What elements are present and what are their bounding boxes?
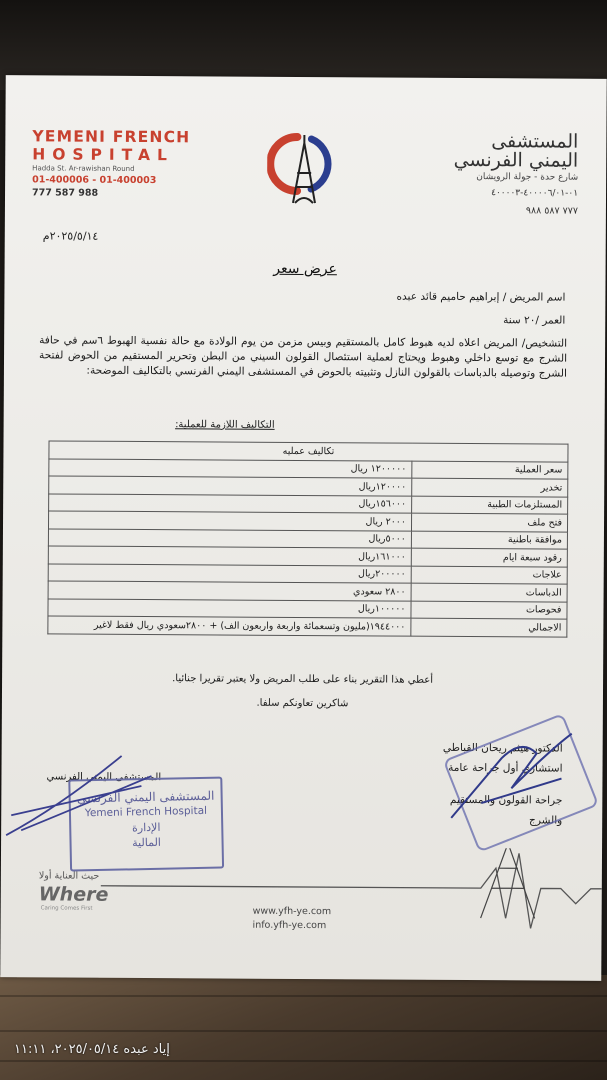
table-row: سعر العملية ١٢٠٠٠٠٠ ريال [49,458,568,479]
thanks-line: شاكرين تعاونكم سلفا. [256,697,349,710]
table-row: علاجات ٢٠٠٠٠٠ريال [48,563,567,584]
photo-timestamp-overlay: إياد عبده ٢٠٢٥/٠٥/١٤، ١١:١١ [14,1042,170,1057]
doctor-title: استشاري أول جراحة عامة [448,761,563,775]
hospital-arabic-mobile: ٧٧٧ ٥٨٧ ٩٨٨ [525,205,578,217]
table-row-total: الاجمالي ١٩٤٤٠٠٠(مليون وتسعمائة واربعة واربعون الف) + ٢٨٠٠سعودي ريال فقط لاغير [48,616,567,637]
table-row: فحوصات ١٠٠٠٠٠ريال [48,598,567,619]
doctor-name: الدكتور هيثم ريحان القباطي [442,741,563,755]
doctor-specialty: جراحة القولون والمستقيم [449,793,563,807]
table-row: رقود سبعة ايام ١٦١٠٠٠ريال [48,546,567,567]
table-row: الدباسات ٢٨٠٠ سعودي [48,581,567,602]
hospital-english-name: YEMENI FRENCH HOSPITAL [32,127,191,165]
hospital-english-mobile: 777 587 988 [32,187,99,199]
price-quote-document [0,75,606,981]
hospital-english-address: Hadda St. Ar-rawishan Round [32,164,135,173]
finance-stamp: المستشفى اليمني الفرنسي Yemeni French Hospital الإدارة المالية [68,777,224,872]
doctor-signature-icon [441,718,582,829]
cost-table-header: تكاليف عمليه [49,441,568,462]
table-row: موافقة باطنية ٥٠٠٠ريال [48,528,567,549]
cost-table [47,440,568,637]
background-table-surface [0,975,607,1080]
diagnosis-paragraph: التشخيص/ المريض اعلاه لديه هبوط كامل بالمستقيم وبيس مزمن من يوم الولادة مع حالة نفسية الهبوط ٦سم في حافة الشرج مع توسع داخلي وهبوط ويحتاج لعملية استئصال القولون السيني من البطن وتحرير المستقيم من الحوض لفتحة الشرج وتوصيله بالدباسات بالقولون النازل وتثبيته بالحوض في المستشفى اليمني الفرنسي بالتكاليف الموضحة: [39,334,568,380]
where-subtitle: Caring Comes First [40,905,93,912]
table-row: المستلزمات الطبية ١٥٦٠٠٠ريال [49,493,568,514]
document-date: ٢٠٢٥/٥/١٤م [42,229,99,243]
email-link: info.yfh-ye.com [252,919,327,932]
hospital-logo-icon [267,129,339,209]
where-logo: Where [38,883,109,906]
patient-name: اسم المريض / إبراهيم حاميم قائد عبده [396,290,566,304]
hospital-arabic-address: شارع حدة - جولة الرويشان [476,172,579,183]
report-note: أعطي هذا التقرير بناء على طلب المريض ولا يعتبر تقريرا جنائيا. [172,673,434,686]
doctor-specialty-2: والشرج [529,814,563,827]
table-row: تخدير ١٢٠٠٠٠ريال [49,476,568,497]
costs-heading: التكاليف اللازمة للعملية: [175,419,275,431]
left-caption: المستشفى اليمني الفرنسي [46,771,162,784]
footer-tagline: حيث العناية أولا [38,870,100,882]
finance-signature-icon [1,735,172,846]
patient-age: العمر /٢٠ سنة [503,314,566,327]
hospital-arabic-phone: ٠١-٤٠٠٠٠٦/٠١-٤٠٠٠٠٣ [491,188,579,199]
table-row: فتح ملف ٢٠٠٠ ريال [48,511,567,532]
document-title: عرض سعر [273,260,337,278]
hospital-arabic-name: المستشفى اليمني الفرنسي [453,130,579,172]
footer-contact [253,905,332,933]
website-link: www.yfh-ye.com [252,905,332,918]
hospital-english-phone: 01-400006 - 01-400003 [32,174,157,187]
